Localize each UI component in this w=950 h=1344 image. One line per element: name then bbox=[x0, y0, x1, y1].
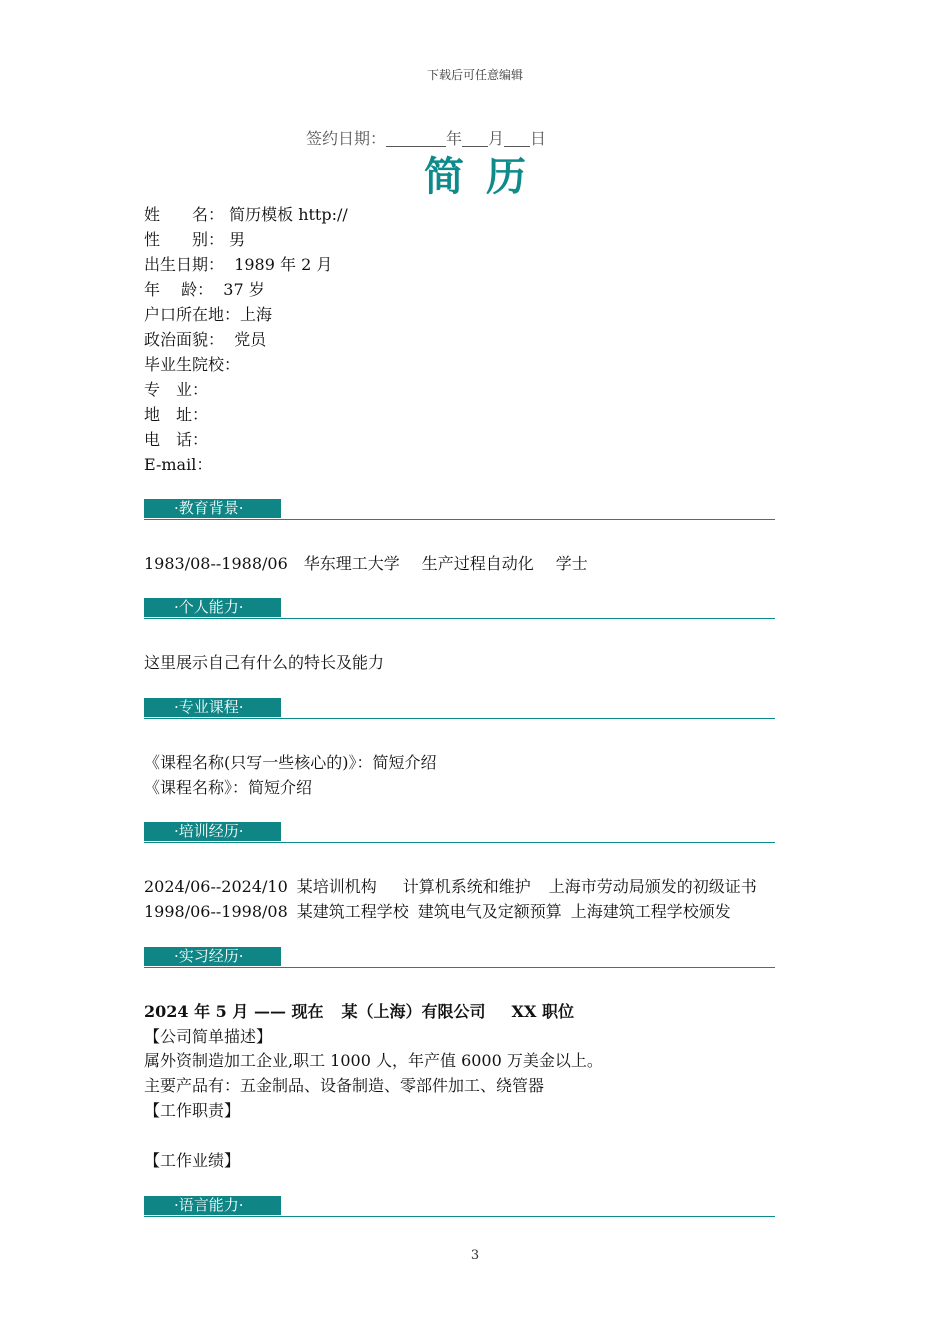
training-cert: 上海市劳动局颁发的初级证书 bbox=[548, 877, 757, 896]
training-cert: 上海建筑工程学校颁发 bbox=[570, 902, 731, 921]
major-row bbox=[144, 377, 208, 400]
page-title: 简历 bbox=[424, 153, 548, 200]
name-label: 姓 名： bbox=[144, 205, 225, 224]
internship-period: 2024 年 5 月 —— 现在 bbox=[144, 1002, 324, 1021]
age-label: 年 龄： bbox=[144, 280, 214, 299]
major-label: 专 业： bbox=[144, 380, 209, 399]
training-course: 计算机系统和维护 bbox=[402, 877, 531, 896]
training-org: 某培训机构 bbox=[296, 877, 377, 896]
education-degree: 学士 bbox=[555, 554, 588, 573]
header-note: 下载后可任意编辑 bbox=[426, 68, 523, 82]
section-language bbox=[144, 1196, 775, 1217]
section-internship-bar bbox=[144, 947, 281, 966]
duty-label: 【工作职责】 bbox=[144, 1101, 241, 1120]
phone-row bbox=[144, 427, 208, 450]
school-label: 毕业生院校： bbox=[144, 355, 241, 374]
gender-row bbox=[144, 227, 245, 250]
training-course: 建筑电气及定额预算 bbox=[417, 902, 562, 921]
politics-value: 党员 bbox=[234, 330, 267, 349]
course-item: 《课程名称(只写一些核心的)》：简短介绍 bbox=[144, 753, 437, 772]
training-row bbox=[144, 899, 731, 922]
education-school: 华东理工大学 bbox=[303, 554, 400, 573]
address-row bbox=[144, 402, 208, 425]
ability-text: 这里展示自己有什么的特长及能力 bbox=[144, 653, 385, 672]
year-label: 年 bbox=[446, 129, 463, 148]
training-org: 某建筑工程学校 bbox=[296, 902, 409, 921]
politics-row bbox=[144, 327, 266, 350]
section-courses-bar bbox=[144, 698, 281, 717]
training-period: 1998/06--1998/08 bbox=[144, 902, 288, 921]
day-label: 日 bbox=[530, 129, 547, 148]
gender-value: 男 bbox=[229, 230, 246, 249]
name-row bbox=[144, 202, 348, 225]
training-period: 2024/06--2024/10 bbox=[144, 877, 288, 896]
section-ability-title: ·个人能力· bbox=[174, 598, 244, 616]
internship-position: XX 职位 bbox=[511, 1002, 574, 1021]
section-courses-title: ·专业课程· bbox=[174, 698, 244, 716]
company-desc-line: 主要产品有：五金制品、设备制造、零部件加工、绕管器 bbox=[144, 1076, 545, 1095]
age-value: 37 岁 bbox=[223, 280, 265, 299]
course-item: 《课程名称》：简短介绍 bbox=[144, 778, 313, 797]
internship-company: 某（上海）有限公司 bbox=[341, 1002, 486, 1021]
internship-heading bbox=[144, 999, 574, 1022]
school-row bbox=[144, 352, 240, 375]
name-value: 简历模板 http:// bbox=[229, 205, 348, 224]
hukou-value: 上海 bbox=[240, 305, 273, 324]
section-training-title: ·培训经历· bbox=[174, 822, 244, 840]
training-row bbox=[144, 874, 757, 897]
achievement-label: 【工作业绩】 bbox=[144, 1151, 241, 1170]
company-desc-line: 属外资制造加工企业,职工 1000 人，年产值 6000 万美金以上。 bbox=[144, 1051, 603, 1070]
section-internship bbox=[144, 947, 775, 968]
address-label: 地 址： bbox=[144, 405, 209, 424]
education-row bbox=[144, 551, 588, 574]
birth-label: 出生日期： bbox=[144, 255, 225, 274]
age-row bbox=[144, 277, 265, 300]
section-education bbox=[144, 499, 775, 520]
gender-label: 性 别： bbox=[144, 230, 225, 249]
page-number: 3 bbox=[470, 1248, 480, 1263]
section-ability bbox=[144, 598, 775, 619]
education-major: 生产过程自动化 bbox=[421, 554, 534, 573]
company-desc-label: 【公司简单描述】 bbox=[144, 1027, 273, 1046]
section-education-title: ·教育背景· bbox=[174, 499, 244, 517]
section-education-bar bbox=[144, 499, 281, 518]
section-language-bar bbox=[144, 1196, 281, 1215]
hukou-label: 户口所在地： bbox=[144, 305, 241, 324]
section-language-title: ·语言能力· bbox=[174, 1196, 244, 1214]
sign-date-label: 签约日期： bbox=[306, 129, 387, 148]
section-training bbox=[144, 822, 775, 843]
phone-label: 电 话： bbox=[144, 430, 209, 449]
birth-value: 1989 年 2 月 bbox=[234, 255, 333, 274]
politics-label: 政治面貌： bbox=[144, 330, 225, 349]
email-row bbox=[144, 452, 212, 475]
section-internship-title: ·实习经历· bbox=[174, 947, 244, 965]
birth-row bbox=[144, 252, 332, 275]
section-training-bar bbox=[144, 822, 281, 841]
month-label: 月 bbox=[488, 129, 505, 148]
hukou-row bbox=[144, 302, 272, 325]
section-ability-bar bbox=[144, 598, 281, 617]
education-period: 1983/08--1988/06 bbox=[144, 554, 288, 573]
email-label: E-mail： bbox=[144, 455, 213, 474]
section-courses bbox=[144, 698, 775, 719]
